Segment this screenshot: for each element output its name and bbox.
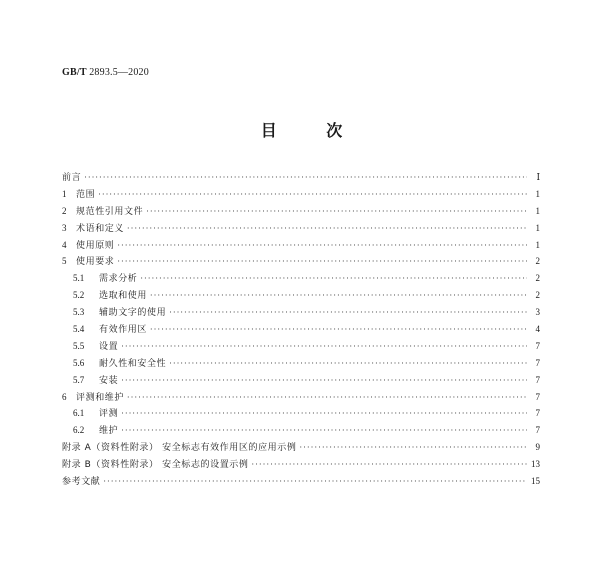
toc-number: 5.2 xyxy=(73,290,85,301)
toc-leader-dots xyxy=(150,288,527,305)
toc-number: 6.2 xyxy=(73,425,85,436)
toc-leader-dots xyxy=(299,440,527,457)
toc-entry-4[interactable] xyxy=(62,237,540,254)
toc-page: 4 xyxy=(535,324,540,335)
toc-number: 5.1 xyxy=(73,273,85,284)
toc-entry-5-3[interactable] xyxy=(62,304,540,321)
toc-entry-5-5[interactable] xyxy=(62,338,540,355)
toc-leader-dots xyxy=(146,204,527,221)
table-of-contents xyxy=(62,169,540,490)
toc-label: 评测 xyxy=(99,409,119,420)
toc-label: 范围 xyxy=(76,189,96,200)
toc-number: 6 xyxy=(62,391,67,402)
toc-page: 1 xyxy=(535,205,540,216)
toc-label: 使用要求 xyxy=(76,257,115,268)
toc-label: 选取和使用 xyxy=(99,291,148,302)
toc-entry-foreword[interactable] xyxy=(62,169,540,186)
toc-number: 5.4 xyxy=(73,324,85,335)
toc-page: 7 xyxy=(535,357,540,368)
toc-label: 规范性引用文件 xyxy=(76,206,144,217)
toc-page: 13 xyxy=(531,459,540,470)
toc-entry-5-2[interactable] xyxy=(62,287,540,304)
page-title: 目 次 xyxy=(260,121,365,140)
toc-page: 3 xyxy=(535,307,540,318)
toc-number: 2 xyxy=(62,205,67,216)
toc-entry-6-2[interactable] xyxy=(62,422,540,439)
toc-entry-3[interactable] xyxy=(62,220,540,237)
toc-number: 1 xyxy=(62,188,67,199)
toc-page: 2 xyxy=(535,290,540,301)
toc-number: 5.3 xyxy=(73,307,85,318)
toc-page: 7 xyxy=(535,408,540,419)
toc-entry-2[interactable] xyxy=(62,203,540,220)
toc-entry-5-6[interactable] xyxy=(62,355,540,372)
toc-page: 1 xyxy=(535,222,540,233)
toc-leader-dots xyxy=(252,457,528,474)
toc-leader-dots xyxy=(121,423,527,440)
toc-entry-5-7[interactable] xyxy=(62,372,540,389)
toc-label: 附录 B（资料性附录） 安全标志的设置示例 xyxy=(62,460,249,471)
toc-entry-6[interactable] xyxy=(62,389,540,406)
toc-leader-dots xyxy=(169,305,527,322)
toc-number: 5.6 xyxy=(73,357,85,368)
toc-entry-appendix-a[interactable] xyxy=(62,439,540,456)
toc-leader-dots xyxy=(127,390,527,407)
toc-label: 耐久性和安全性 xyxy=(99,358,167,369)
toc-page: 7 xyxy=(535,374,540,385)
toc-entry-5-4[interactable] xyxy=(62,321,540,338)
toc-leader-dots xyxy=(140,271,527,288)
toc-entry-1[interactable] xyxy=(62,186,540,203)
toc-entry-5[interactable] xyxy=(62,253,540,270)
toc-leader-dots xyxy=(127,221,527,238)
toc-label: 设置 xyxy=(99,341,119,352)
toc-leader-dots xyxy=(117,238,527,255)
toc-number: 4 xyxy=(62,239,67,250)
standard-prefix: GB/T xyxy=(62,67,87,78)
toc-entry-6-1[interactable] xyxy=(62,405,540,422)
toc-page: 7 xyxy=(535,340,540,351)
toc-page: 2 xyxy=(535,256,540,267)
toc-leader-dots xyxy=(98,187,527,204)
toc-label: 有效作用区 xyxy=(99,325,148,336)
toc-page: 7 xyxy=(535,425,540,436)
toc-entry-appendix-b[interactable] xyxy=(62,456,540,473)
toc-label: 前言 xyxy=(62,173,82,183)
toc-label: 需求分析 xyxy=(99,274,138,285)
standard-number: 2893.5—2020 xyxy=(89,67,149,78)
toc-label: 安装 xyxy=(99,375,119,386)
toc-label: 使用原则 xyxy=(76,240,115,251)
toc-number: 5 xyxy=(62,256,67,267)
toc-leader-dots xyxy=(121,406,527,423)
toc-entry-5-1[interactable] xyxy=(62,270,540,287)
toc-page: 2 xyxy=(535,273,540,284)
toc-leader-dots xyxy=(117,254,527,271)
toc-leader-dots xyxy=(121,373,527,390)
toc-label: 辅助文字的使用 xyxy=(99,308,167,319)
toc-leader-dots xyxy=(121,339,527,356)
toc-leader-dots xyxy=(103,474,527,491)
toc-page: 1 xyxy=(535,188,540,199)
toc-label: 附录 A（资料性附录） 安全标志有效作用区的应用示例 xyxy=(62,443,297,454)
toc-leader-dots xyxy=(150,322,527,339)
toc-leader-dots xyxy=(84,170,527,187)
toc-page: 15 xyxy=(531,476,540,487)
toc-label: 参考文献 xyxy=(62,477,101,488)
standard-code xyxy=(62,67,149,78)
toc-label: 评测和维护 xyxy=(76,392,125,403)
toc-page: 1 xyxy=(535,239,540,250)
toc-number: 5.7 xyxy=(73,374,85,385)
toc-label: 维护 xyxy=(99,426,119,437)
toc-number: 3 xyxy=(62,222,67,233)
toc-number: 6.1 xyxy=(73,408,85,419)
toc-page: 9 xyxy=(535,442,540,453)
toc-entry-references[interactable] xyxy=(62,473,540,490)
toc-number: 5.5 xyxy=(73,340,85,351)
toc-page: Ⅰ xyxy=(536,172,540,182)
toc-page: 7 xyxy=(535,391,540,402)
toc-label: 术语和定义 xyxy=(76,223,125,234)
toc-leader-dots xyxy=(169,356,527,373)
